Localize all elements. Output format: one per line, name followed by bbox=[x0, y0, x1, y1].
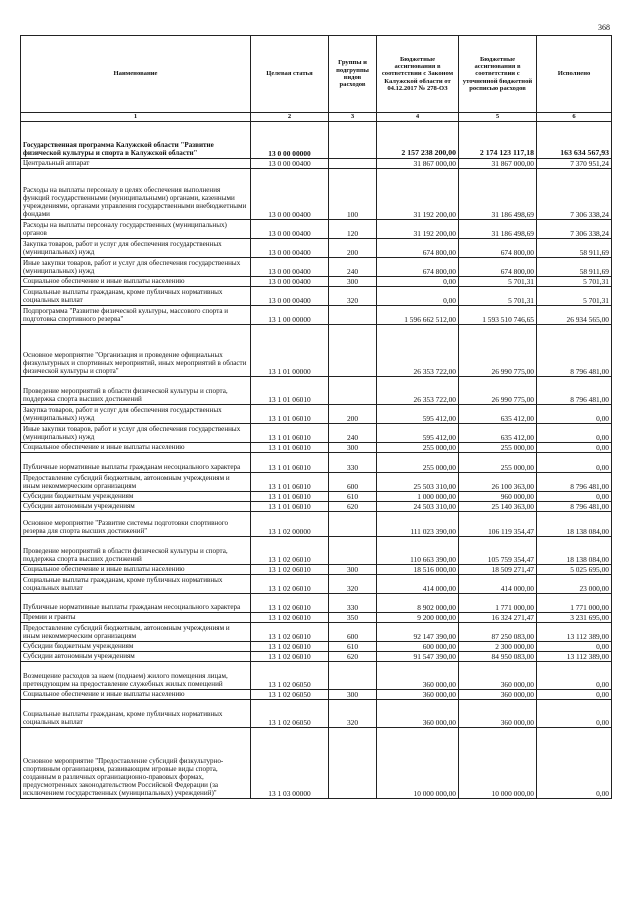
row-name: Закупка товаров, работ и услуг для обеспечения государственных (муниципальных) нужд bbox=[21, 405, 251, 424]
row-name: Расходы на выплаты персоналу в целях обеспечения выполнения функций государственными (муниципальными) органами, казенными учреждениями, органами управления государственными внебюджетными фондами bbox=[21, 169, 251, 220]
row-updated-amount: 2 174 123 117,18 bbox=[459, 122, 537, 159]
row-updated-amount: 360 000,00 bbox=[459, 690, 537, 700]
row-executed-amount: 0,00 bbox=[537, 662, 612, 690]
row-group-code bbox=[329, 325, 377, 377]
row-executed-amount: 3 231 695,00 bbox=[537, 613, 612, 623]
row-executed-amount: 26 934 565,00 bbox=[537, 306, 612, 325]
row-name: Центральный аппарат bbox=[21, 159, 251, 169]
row-updated-amount: 84 950 083,00 bbox=[459, 652, 537, 662]
row-law-amount: 674 800,00 bbox=[377, 239, 459, 258]
row-group-code: 330 bbox=[329, 453, 377, 473]
row-name: Возмещение расходов за наем (поднаем) жилого помещения лицам, претендующим на предоставление служебных жилых помещений bbox=[21, 662, 251, 690]
row-name: Предоставление субсидий бюджетным, автономным учреждениям и иным некоммерческим организациям bbox=[21, 473, 251, 492]
row-executed-amount: 8 796 481,00 bbox=[537, 473, 612, 492]
row-law-amount: 0,00 bbox=[377, 277, 459, 287]
row-target-code: 13 1 01 06010 bbox=[251, 473, 329, 492]
row-target-code: 13 1 02 06010 bbox=[251, 575, 329, 594]
row-name: Предоставление субсидий бюджетным, автономным учреждениям и иным некоммерческим организациям bbox=[21, 623, 251, 642]
row-updated-amount: 5 701,31 bbox=[459, 287, 537, 306]
table-row bbox=[21, 443, 612, 453]
row-law-amount: 31 867 000,00 bbox=[377, 159, 459, 169]
budget-table bbox=[20, 35, 612, 799]
table-row bbox=[21, 169, 612, 220]
row-target-code: 13 1 01 06010 bbox=[251, 453, 329, 473]
row-updated-amount: 1 771 000,00 bbox=[459, 594, 537, 613]
table-row bbox=[21, 377, 612, 405]
row-group-code: 600 bbox=[329, 473, 377, 492]
row-law-amount: 26 353 722,00 bbox=[377, 325, 459, 377]
row-updated-amount: 31 867 000,00 bbox=[459, 159, 537, 169]
row-law-amount: 10 000 000,00 bbox=[377, 728, 459, 799]
row-updated-amount: 2 300 000,00 bbox=[459, 642, 537, 652]
row-name: Государственная программа Калужской области "Развитие физической культуры и спорта в Калужской области" bbox=[21, 122, 251, 159]
table-row bbox=[21, 613, 612, 623]
row-name: Социальное обеспечение и иные выплаты населению bbox=[21, 277, 251, 287]
row-updated-amount: 360 000,00 bbox=[459, 700, 537, 728]
col-number: 1 bbox=[21, 113, 251, 122]
row-name: Социальное обеспечение и иные выплаты населению bbox=[21, 690, 251, 700]
row-executed-amount: 0,00 bbox=[537, 700, 612, 728]
table-row bbox=[21, 537, 612, 565]
header-updated: Бюджетные ассигнования в соответствии с уточненной бюджетной росписью расходов bbox=[459, 36, 537, 113]
row-law-amount: 360 000,00 bbox=[377, 700, 459, 728]
row-updated-amount: 87 250 083,00 bbox=[459, 623, 537, 642]
row-group-code bbox=[329, 122, 377, 159]
row-updated-amount: 106 119 354,47 bbox=[459, 512, 537, 537]
row-updated-amount: 674 800,00 bbox=[459, 258, 537, 277]
row-executed-amount: 8 796 481,00 bbox=[537, 377, 612, 405]
table-row bbox=[21, 220, 612, 239]
row-executed-amount: 58 911,69 bbox=[537, 239, 612, 258]
row-target-code: 13 0 00 00400 bbox=[251, 220, 329, 239]
row-name: Проведение мероприятий в области физической культуры и спорта, поддержка спорта высших достижений bbox=[21, 537, 251, 565]
row-target-code: 13 1 02 06010 bbox=[251, 652, 329, 662]
row-target-code: 13 1 01 06010 bbox=[251, 377, 329, 405]
row-group-code bbox=[329, 662, 377, 690]
row-target-code: 13 1 02 06050 bbox=[251, 690, 329, 700]
row-group-code: 300 bbox=[329, 690, 377, 700]
row-group-code: 320 bbox=[329, 575, 377, 594]
row-law-amount: 255 000,00 bbox=[377, 443, 459, 453]
row-updated-amount: 635 412,00 bbox=[459, 424, 537, 443]
table-row bbox=[21, 473, 612, 492]
row-executed-amount: 5 701,31 bbox=[537, 277, 612, 287]
row-name: Основное мероприятие "Предоставление субсидий физкультурно-спортивным организациям, развивающим игровые виды спорта, созданным в различных организационно-правовых формах, предусмотренных законодательством Российской Федерации (за исключением государственных (муниципальных) учреждений)" bbox=[21, 728, 251, 799]
row-name: Субсидии автономным учреждениям bbox=[21, 652, 251, 662]
row-group-code: 300 bbox=[329, 277, 377, 287]
row-updated-amount: 255 000,00 bbox=[459, 453, 537, 473]
row-law-amount: 18 516 000,00 bbox=[377, 565, 459, 575]
table-row bbox=[21, 690, 612, 700]
row-updated-amount: 635 412,00 bbox=[459, 405, 537, 424]
table-row bbox=[21, 594, 612, 613]
row-updated-amount: 31 186 498,69 bbox=[459, 169, 537, 220]
row-group-code bbox=[329, 377, 377, 405]
row-executed-amount: 7 306 338,24 bbox=[537, 169, 612, 220]
row-updated-amount: 414 000,00 bbox=[459, 575, 537, 594]
row-group-code: 620 bbox=[329, 652, 377, 662]
row-target-code: 13 1 01 06010 bbox=[251, 424, 329, 443]
row-law-amount: 24 503 310,00 bbox=[377, 502, 459, 512]
page-number: 368 bbox=[598, 23, 610, 32]
row-executed-amount: 5 701,31 bbox=[537, 287, 612, 306]
row-law-amount: 595 412,00 bbox=[377, 424, 459, 443]
table-row bbox=[21, 424, 612, 443]
row-executed-amount: 18 138 084,00 bbox=[537, 537, 612, 565]
table-row bbox=[21, 623, 612, 642]
row-executed-amount: 23 000,00 bbox=[537, 575, 612, 594]
row-executed-amount: 0,00 bbox=[537, 405, 612, 424]
row-group-code: 620 bbox=[329, 502, 377, 512]
row-name: Основное мероприятие "Организация и проведение официальных физкультурных и спортивных мероприятий, иных мероприятий в области физической культуры и спорта" bbox=[21, 325, 251, 377]
row-law-amount: 26 353 722,00 bbox=[377, 377, 459, 405]
row-name: Основное мероприятие "Развитие системы подготовки спортивного резерва для спорта высших достижений" bbox=[21, 512, 251, 537]
row-target-code: 13 0 00 00000 bbox=[251, 122, 329, 159]
row-target-code: 13 1 02 06050 bbox=[251, 700, 329, 728]
table-row bbox=[21, 492, 612, 502]
row-target-code: 13 1 02 06010 bbox=[251, 594, 329, 613]
table-row bbox=[21, 239, 612, 258]
row-executed-amount: 0,00 bbox=[537, 492, 612, 502]
table-row bbox=[21, 306, 612, 325]
row-target-code: 13 0 00 00400 bbox=[251, 258, 329, 277]
row-updated-amount: 26 100 363,00 bbox=[459, 473, 537, 492]
row-group-code bbox=[329, 728, 377, 799]
table-row bbox=[21, 405, 612, 424]
row-target-code: 13 1 02 06050 bbox=[251, 662, 329, 690]
col-number: 5 bbox=[459, 113, 537, 122]
row-name: Расходы на выплаты персоналу государственных (муниципальных) органов bbox=[21, 220, 251, 239]
row-group-code bbox=[329, 512, 377, 537]
row-group-code bbox=[329, 537, 377, 565]
row-target-code: 13 0 00 00400 bbox=[251, 287, 329, 306]
table-row bbox=[21, 277, 612, 287]
row-law-amount: 8 902 000,00 bbox=[377, 594, 459, 613]
row-law-amount: 1 596 662 512,00 bbox=[377, 306, 459, 325]
row-group-code: 320 bbox=[329, 700, 377, 728]
row-law-amount: 255 000,00 bbox=[377, 453, 459, 473]
row-law-amount: 31 192 200,00 bbox=[377, 169, 459, 220]
row-executed-amount: 8 796 481,00 bbox=[537, 325, 612, 377]
row-law-amount: 414 000,00 bbox=[377, 575, 459, 594]
row-executed-amount: 0,00 bbox=[537, 728, 612, 799]
header-row bbox=[21, 36, 612, 113]
row-updated-amount: 10 000 000,00 bbox=[459, 728, 537, 799]
row-target-code: 13 0 00 00400 bbox=[251, 277, 329, 287]
row-group-code: 320 bbox=[329, 287, 377, 306]
row-target-code: 13 1 01 06010 bbox=[251, 502, 329, 512]
header-law: Бюджетные ассигнования в соответствии с Законом Калужской области от 04.12.2017 № 278-ОЗ bbox=[377, 36, 459, 113]
row-updated-amount: 26 990 775,00 bbox=[459, 325, 537, 377]
table-row bbox=[21, 122, 612, 159]
row-group-code: 300 bbox=[329, 565, 377, 575]
table-row bbox=[21, 453, 612, 473]
row-executed-amount: 7 370 951,24 bbox=[537, 159, 612, 169]
row-law-amount: 360 000,00 bbox=[377, 690, 459, 700]
row-law-amount: 600 000,00 bbox=[377, 642, 459, 652]
row-updated-amount: 5 701,31 bbox=[459, 277, 537, 287]
row-updated-amount: 31 186 498,69 bbox=[459, 220, 537, 239]
header-done: Исполнено bbox=[537, 36, 612, 113]
table-row bbox=[21, 325, 612, 377]
row-target-code: 13 1 02 06010 bbox=[251, 623, 329, 642]
table-row bbox=[21, 565, 612, 575]
row-law-amount: 595 412,00 bbox=[377, 405, 459, 424]
column-number-row bbox=[21, 113, 612, 122]
header-groups: Группы и подгруппы видов расходов bbox=[329, 36, 377, 113]
row-executed-amount: 58 911,69 bbox=[537, 258, 612, 277]
row-law-amount: 2 157 238 200,00 bbox=[377, 122, 459, 159]
row-target-code: 13 1 03 00000 bbox=[251, 728, 329, 799]
row-name: Проведение мероприятий в области физической культуры и спорта, поддержка спорта высших достижений bbox=[21, 377, 251, 405]
row-name: Социальное обеспечение и иные выплаты населению bbox=[21, 443, 251, 453]
row-updated-amount: 105 759 354,47 bbox=[459, 537, 537, 565]
row-updated-amount: 360 000,00 bbox=[459, 662, 537, 690]
row-name: Социальные выплаты гражданам, кроме публичных нормативных социальных выплат bbox=[21, 575, 251, 594]
table-row bbox=[21, 287, 612, 306]
row-group-code: 350 bbox=[329, 613, 377, 623]
row-updated-amount: 674 800,00 bbox=[459, 239, 537, 258]
row-executed-amount: 8 796 481,00 bbox=[537, 502, 612, 512]
row-name: Социальное обеспечение и иные выплаты населению bbox=[21, 565, 251, 575]
row-law-amount: 360 000,00 bbox=[377, 662, 459, 690]
row-name: Иные закупки товаров, работ и услуг для обеспечения государственных (муниципальных) нужд bbox=[21, 258, 251, 277]
row-name: Закупка товаров, работ и услуг для обеспечения государственных (муниципальных) нужд bbox=[21, 239, 251, 258]
row-updated-amount: 255 000,00 bbox=[459, 443, 537, 453]
header-name: Наименование bbox=[21, 36, 251, 113]
row-group-code: 100 bbox=[329, 169, 377, 220]
row-law-amount: 111 023 390,00 bbox=[377, 512, 459, 537]
row-target-code: 13 1 02 06010 bbox=[251, 642, 329, 652]
table-row bbox=[21, 575, 612, 594]
row-name: Субсидии бюджетным учреждениям bbox=[21, 642, 251, 652]
row-name: Социальные выплаты гражданам, кроме публичных нормативных социальных выплат bbox=[21, 287, 251, 306]
row-target-code: 13 1 01 06010 bbox=[251, 443, 329, 453]
row-target-code: 13 1 01 06010 bbox=[251, 405, 329, 424]
row-group-code: 330 bbox=[329, 594, 377, 613]
row-group-code: 240 bbox=[329, 258, 377, 277]
row-target-code: 13 0 00 00400 bbox=[251, 239, 329, 258]
row-law-amount: 92 147 390,00 bbox=[377, 623, 459, 642]
row-group-code: 610 bbox=[329, 642, 377, 652]
row-group-code: 240 bbox=[329, 424, 377, 443]
row-target-code: 13 0 00 00400 bbox=[251, 159, 329, 169]
row-law-amount: 9 200 000,00 bbox=[377, 613, 459, 623]
row-name: Иные закупки товаров, работ и услуг для обеспечения государственных (муниципальных) нужд bbox=[21, 424, 251, 443]
row-target-code: 13 1 02 00000 bbox=[251, 512, 329, 537]
row-law-amount: 0,00 bbox=[377, 287, 459, 306]
row-updated-amount: 25 140 363,00 bbox=[459, 502, 537, 512]
row-executed-amount: 5 025 695,00 bbox=[537, 565, 612, 575]
row-law-amount: 91 547 390,00 bbox=[377, 652, 459, 662]
table-row bbox=[21, 642, 612, 652]
row-target-code: 13 1 01 06010 bbox=[251, 492, 329, 502]
row-target-code: 13 1 01 00000 bbox=[251, 325, 329, 377]
row-law-amount: 25 503 310,00 bbox=[377, 473, 459, 492]
row-updated-amount: 960 000,00 bbox=[459, 492, 537, 502]
row-target-code: 13 1 02 06010 bbox=[251, 613, 329, 623]
row-executed-amount: 1 771 000,00 bbox=[537, 594, 612, 613]
table-row bbox=[21, 728, 612, 799]
row-updated-amount: 26 990 775,00 bbox=[459, 377, 537, 405]
row-updated-amount: 16 324 271,47 bbox=[459, 613, 537, 623]
row-name: Премии и гранты bbox=[21, 613, 251, 623]
row-group-code bbox=[329, 159, 377, 169]
row-target-code: 13 1 02 06010 bbox=[251, 537, 329, 565]
row-executed-amount: 13 112 389,00 bbox=[537, 623, 612, 642]
row-group-code: 200 bbox=[329, 405, 377, 424]
row-group-code: 300 bbox=[329, 443, 377, 453]
row-name: Социальные выплаты гражданам, кроме публичных нормативных социальных выплат bbox=[21, 700, 251, 728]
row-group-code: 200 bbox=[329, 239, 377, 258]
col-number: 2 bbox=[251, 113, 329, 122]
row-name: Публичные нормативные выплаты гражданам несоциального характера bbox=[21, 594, 251, 613]
col-number: 3 bbox=[329, 113, 377, 122]
row-target-code: 13 0 00 00400 bbox=[251, 169, 329, 220]
row-law-amount: 1 000 000,00 bbox=[377, 492, 459, 502]
row-executed-amount: 0,00 bbox=[537, 690, 612, 700]
row-name: Субсидии бюджетным учреждениям bbox=[21, 492, 251, 502]
row-executed-amount: 0,00 bbox=[537, 453, 612, 473]
row-name: Субсидии автономным учреждениям bbox=[21, 502, 251, 512]
row-executed-amount: 0,00 bbox=[537, 424, 612, 443]
row-executed-amount: 13 112 389,00 bbox=[537, 652, 612, 662]
table-row bbox=[21, 502, 612, 512]
table-row bbox=[21, 700, 612, 728]
row-group-code bbox=[329, 306, 377, 325]
table-row bbox=[21, 662, 612, 690]
row-name: Публичные нормативные выплаты гражданам несоциального характера bbox=[21, 453, 251, 473]
col-number: 4 bbox=[377, 113, 459, 122]
row-executed-amount: 163 634 567,93 bbox=[537, 122, 612, 159]
row-law-amount: 110 663 390,00 bbox=[377, 537, 459, 565]
row-name: Подпрограмма "Развитие физической культуры, массового спорта и подготовка спортивного резерва" bbox=[21, 306, 251, 325]
row-executed-amount: 7 306 338,24 bbox=[537, 220, 612, 239]
row-group-code: 610 bbox=[329, 492, 377, 502]
table-row bbox=[21, 258, 612, 277]
row-group-code: 600 bbox=[329, 623, 377, 642]
row-target-code: 13 1 00 00000 bbox=[251, 306, 329, 325]
row-executed-amount: 0,00 bbox=[537, 642, 612, 652]
row-target-code: 13 1 02 06010 bbox=[251, 565, 329, 575]
row-updated-amount: 18 509 271,47 bbox=[459, 565, 537, 575]
col-number: 6 bbox=[537, 113, 612, 122]
row-law-amount: 674 800,00 bbox=[377, 258, 459, 277]
header-target: Целевая статья bbox=[251, 36, 329, 113]
row-updated-amount: 1 593 510 746,65 bbox=[459, 306, 537, 325]
row-law-amount: 31 192 200,00 bbox=[377, 220, 459, 239]
table-row bbox=[21, 652, 612, 662]
table-row bbox=[21, 512, 612, 537]
row-group-code: 120 bbox=[329, 220, 377, 239]
row-executed-amount: 18 138 084,00 bbox=[537, 512, 612, 537]
table-row bbox=[21, 159, 612, 169]
row-executed-amount: 0,00 bbox=[537, 443, 612, 453]
